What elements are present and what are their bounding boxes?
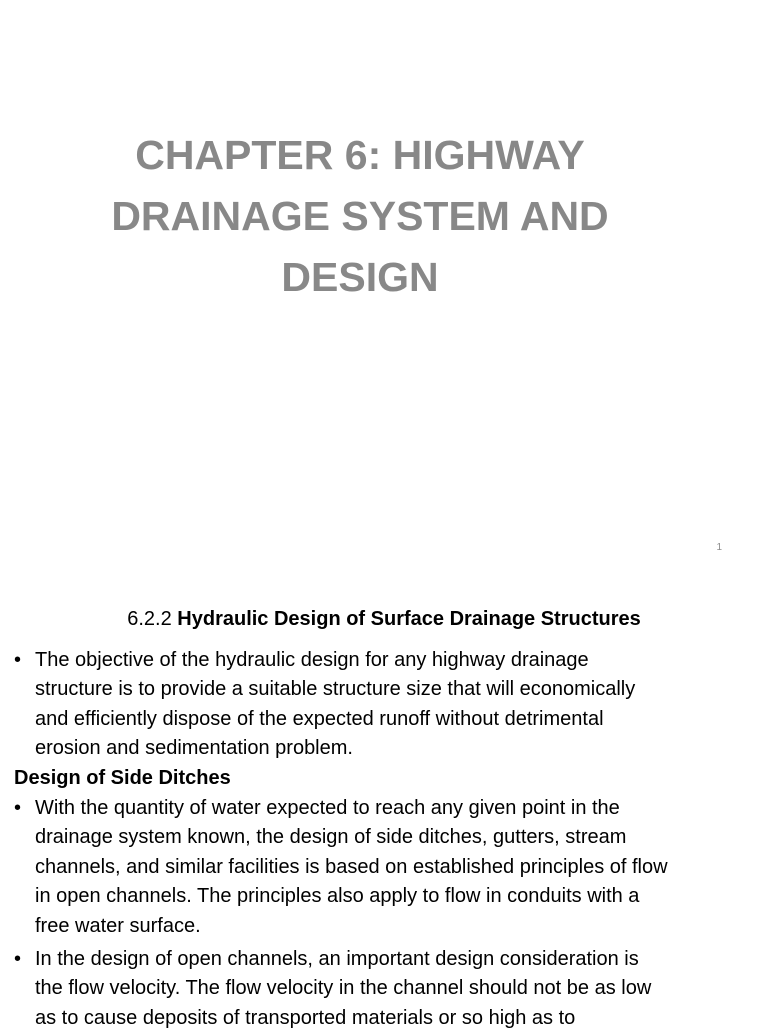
bullet-item-quantity	[14, 794, 754, 941]
bullet-line: structure is to provide a suitable structure size that will economically	[35, 678, 636, 701]
chapter-title-line-1: CHAPTER 6: HIGHWAY	[135, 132, 585, 178]
section-title: Hydraulic Design of Surface Drainage Structures	[177, 608, 641, 630]
bullet-line: the flow velocity. The flow velocity in the channel should not be as low	[35, 977, 652, 1000]
bullet-line: as to cause deposits of transported materials or so high as to	[35, 1006, 576, 1029]
page-number: 1	[716, 542, 722, 553]
bullet-line: in open channels. The principles also apply to flow in conduits with a	[35, 885, 640, 908]
bullet-line: drainage system known, the design of side ditches, gutters, stream	[35, 826, 627, 849]
section-heading	[0, 608, 768, 631]
chapter-title-line-3: DESIGN	[281, 254, 439, 300]
bullet-line: With the quantity of water expected to reach any given point in the	[35, 797, 620, 820]
slide-body	[14, 646, 754, 1033]
bullet-item-objective	[14, 646, 754, 764]
bullet-dot-icon: •	[14, 649, 22, 671]
section-number: 6.2.2	[127, 608, 172, 630]
bullet-item-velocity	[14, 945, 754, 1033]
chapter-title	[60, 125, 660, 308]
subheading-side-ditches: Design of Side Ditches	[14, 766, 231, 789]
bullet-line: In the design of open channels, an important design consideration is	[35, 948, 639, 971]
chapter-title-line-2: DRAINAGE SYSTEM AND	[111, 193, 609, 239]
bullet-dot-icon: •	[14, 948, 22, 971]
bullet-line: and efficiently dispose of the expected runoff without detrimental	[35, 707, 604, 730]
bullet-line: erosion and sedimentation problem.	[35, 737, 353, 760]
bullet-line: channels, and similar facilities is based on established principles of flow	[35, 855, 668, 878]
bullet-dot-icon: •	[14, 797, 22, 820]
bullet-line: free water surface.	[35, 914, 201, 937]
bullet-line: The objective of the hydraulic design for any highway drainage	[35, 649, 589, 671]
